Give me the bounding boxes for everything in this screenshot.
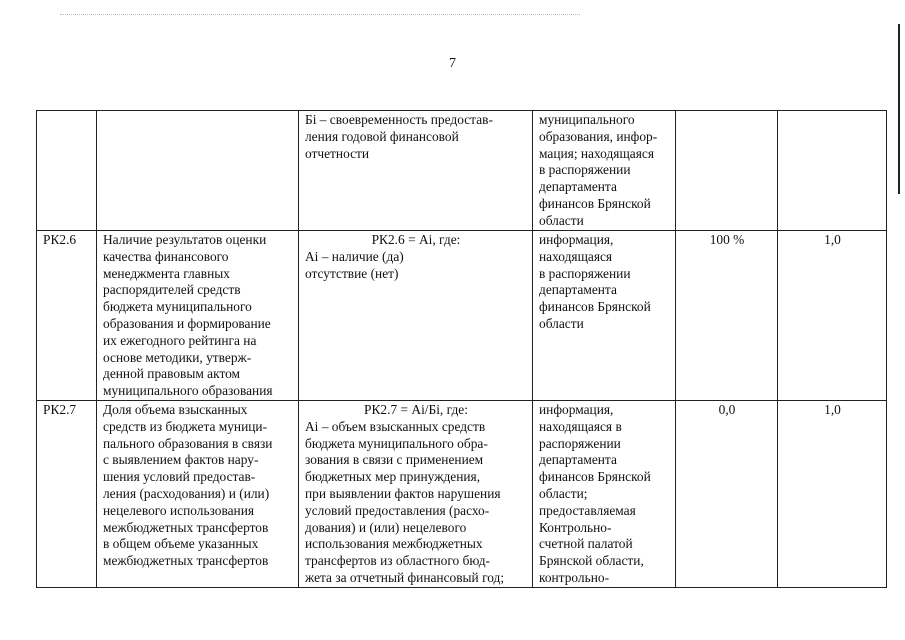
source-line: счетной палатой — [539, 536, 633, 552]
formula-cell — [299, 400, 533, 587]
source-cell — [533, 231, 676, 401]
indicator-name-line: муниципального образования — [103, 383, 273, 399]
target-value-cell: 0,0 — [676, 400, 778, 587]
source-line: финансов Брянской — [539, 195, 651, 211]
source-line: находящаяся — [539, 248, 613, 264]
source-line: находящаяся в — [539, 418, 622, 434]
table-row — [37, 111, 887, 231]
source-line: предоставляемая — [539, 502, 636, 518]
indicator-name-line: межбюджетных трансфертов — [103, 553, 269, 569]
indicator-name-line: пального образования в связи — [103, 435, 273, 451]
source-line: Контрольно- — [539, 519, 612, 535]
formula-line: дования) и (или) нецелевого — [305, 519, 467, 535]
formula-line: бюджета муниципального обра- — [305, 435, 488, 451]
page-edge-line — [898, 24, 900, 194]
source-line: финансов Брянской — [539, 299, 651, 315]
source-line: финансов Брянской — [539, 469, 651, 485]
indicator-name-line: в общем объеме указанных — [103, 536, 259, 552]
indicator-name-line: менеджмента главных — [103, 265, 230, 281]
indicator-code-cell: РК2.7 — [37, 400, 97, 587]
scan-noise — [60, 14, 580, 16]
source-line: муниципального — [539, 112, 635, 127]
formula-line: Бi – своевременность предостав- — [305, 112, 493, 127]
source-line: информация, — [539, 401, 614, 417]
formula-heading: РК2.6 = Аi, где: — [371, 232, 461, 247]
source-line: департамента — [539, 452, 617, 468]
formula-line: жета за отчетный финансовый год; — [305, 569, 505, 585]
formula-line: бюджетных мер принуждения, — [305, 469, 481, 485]
source-line: информация, — [539, 232, 614, 247]
source-line: Брянской области, — [539, 553, 644, 569]
target-value-cell — [676, 111, 778, 231]
source-cell — [533, 400, 676, 587]
formula-line: отчетности — [305, 145, 370, 161]
indicator-name-cell — [97, 231, 299, 401]
formula-line: при выявлении фактов нарушения — [305, 485, 501, 501]
indicator-name-line: с выявлением фактов нару- — [103, 452, 259, 468]
formula-line: условий предоставления (расхо- — [305, 502, 490, 518]
source-line: мация; находящаяся — [539, 145, 654, 161]
page-number: 7 — [449, 56, 456, 71]
source-line: в распоряжении — [539, 265, 631, 281]
indicator-name-line: Наличие результатов оценки — [103, 232, 267, 247]
indicator-name-line: нецелевого использования — [103, 502, 255, 518]
source-cell — [533, 111, 676, 231]
source-line: области — [539, 315, 584, 331]
indicator-name-line: межбюджетных трансфертов — [103, 519, 269, 535]
indicator-name-line: распорядителей средств — [103, 282, 241, 298]
target-value-cell: 100 % — [676, 231, 778, 401]
table-row — [37, 400, 887, 587]
source-line: контрольно- — [539, 569, 610, 585]
indicator-name-line: ления (расходования) и (или) — [103, 485, 270, 501]
weight-cell — [778, 111, 887, 231]
indicator-name-line: средств из бюджета муници- — [103, 418, 268, 434]
indicator-name-line: денной правовым актом — [103, 366, 241, 382]
formula-line: Аi – наличие (да) — [305, 248, 404, 264]
formula-heading: РК2.7 = Аi/Бi, где: — [364, 401, 468, 417]
indicators-table — [36, 110, 887, 588]
indicator-name-line: шения условий предостав- — [103, 469, 256, 485]
indicator-code-cell — [37, 111, 97, 231]
indicator-code-cell: РК2.6 — [37, 231, 97, 401]
indicator-name-cell — [97, 400, 299, 587]
formula-cell — [299, 111, 533, 231]
formula-line: отсутствие (нет) — [305, 265, 399, 281]
formula-line: использования межбюджетных — [305, 536, 483, 552]
indicator-name-cell — [97, 111, 299, 231]
formula-line: зования в связи с применением — [305, 452, 484, 468]
indicator-name-line: образования и формирование — [103, 315, 271, 331]
formula-line: Аi – объем взысканных средств — [305, 418, 486, 434]
indicator-name-line: бюджета муниципального — [103, 299, 252, 315]
source-line: департамента — [539, 179, 617, 195]
indicator-name-line: их ежегодного рейтинга на — [103, 332, 257, 348]
formula-line: ления годовой финансовой — [305, 128, 459, 144]
source-line: департамента — [539, 282, 617, 298]
indicator-name-line: основе методики, утверж- — [103, 349, 252, 365]
indicator-name-line: Доля объема взысканных — [103, 401, 248, 417]
weight-cell: 1,0 — [778, 231, 887, 401]
indicator-name-line: качества финансового — [103, 248, 229, 264]
source-line: образования, инфор- — [539, 128, 658, 144]
weight-cell: 1,0 — [778, 400, 887, 587]
table-row — [37, 231, 887, 401]
formula-cell — [299, 231, 533, 401]
source-line: области; — [539, 485, 588, 501]
source-line: области — [539, 212, 584, 228]
source-line: в распоряжении — [539, 162, 631, 178]
formula-line: трансфертов из областного бюд- — [305, 553, 490, 569]
source-line: распоряжении — [539, 435, 621, 451]
